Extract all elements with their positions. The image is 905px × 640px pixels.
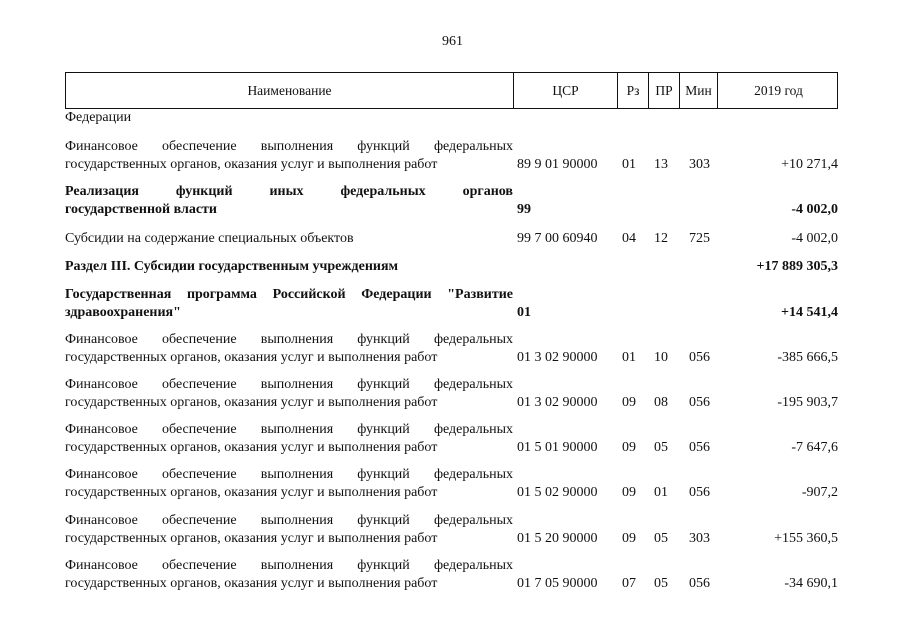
row-amount: -195 903,7 bbox=[777, 395, 838, 410]
row-amount: -4 002,0 bbox=[791, 202, 838, 217]
row-name bbox=[65, 376, 513, 412]
row-name-line2: государственных органов, оказания услуг и выполнения работ bbox=[65, 157, 438, 172]
row-name-line1: Финансовое обеспечение выполнения функций федеральных bbox=[65, 422, 513, 437]
header-year: 2019 год bbox=[754, 82, 803, 98]
row-name-line2: государственных органов, оказания услуг и выполнения работ bbox=[65, 531, 438, 546]
row-name-line2: государственных органов, оказания услуг и выполнения работ bbox=[65, 350, 438, 365]
row-pr: 12 bbox=[654, 231, 668, 246]
row-rz: 04 bbox=[622, 231, 636, 246]
continuation-text: Федерации bbox=[65, 110, 132, 125]
row-csr: 01 5 02 90000 bbox=[517, 485, 598, 500]
row-name bbox=[65, 466, 513, 502]
header-pr: ПР bbox=[649, 73, 680, 108]
row-name-line2: государственных органов, оказания услуг и выполнения работ bbox=[65, 576, 438, 591]
header-rz: Рз bbox=[618, 73, 649, 108]
row-amount: +155 360,5 bbox=[774, 531, 838, 546]
row-amount: +17 889 305,3 bbox=[756, 259, 838, 274]
row-name-line1: Государственная программа Российской Федерации "Развитие bbox=[65, 287, 513, 302]
row-min: 056 bbox=[689, 485, 710, 500]
row-rz: 09 bbox=[622, 485, 636, 500]
row-csr: 01 bbox=[517, 305, 531, 320]
row-name-line1: Финансовое обеспечение выполнения функций федеральных bbox=[65, 332, 513, 347]
row-csr: 01 7 05 90000 bbox=[517, 576, 598, 591]
row-name-line1: Субсидии на содержание специальных объектов bbox=[65, 231, 354, 246]
row-name-line1: Финансовое обеспечение выполнения функций федеральных bbox=[65, 139, 513, 154]
table-header bbox=[65, 72, 838, 109]
row-rz: 01 bbox=[622, 157, 636, 172]
row-name-line1: Финансовое обеспечение выполнения функций федеральных bbox=[65, 513, 513, 528]
row-amount: -4 002,0 bbox=[791, 231, 838, 246]
row-rz: 09 bbox=[622, 531, 636, 546]
row-csr: 99 bbox=[517, 202, 531, 217]
row-name bbox=[65, 138, 513, 174]
row-name-line1: Финансовое обеспечение выполнения функций федеральных bbox=[65, 377, 513, 392]
row-name-line2: государственных органов, оказания услуг и выполнения работ bbox=[65, 485, 438, 500]
row-min: 056 bbox=[689, 350, 710, 365]
row-min: 725 bbox=[689, 231, 710, 246]
row-name-line2: государственных органов, оказания услуг и выполнения работ bbox=[65, 440, 438, 455]
row-name-line2: здравоохранения" bbox=[65, 305, 181, 320]
row-rz: 01 bbox=[622, 350, 636, 365]
row-min: 056 bbox=[689, 576, 710, 591]
row-pr: 01 bbox=[654, 485, 668, 500]
row-name-line1: Финансовое обеспечение выполнения функций федеральных bbox=[65, 467, 513, 482]
row-name bbox=[65, 230, 513, 248]
row-min: 056 bbox=[689, 395, 710, 410]
row-name bbox=[65, 331, 513, 367]
row-name bbox=[65, 286, 513, 322]
row-pr: 10 bbox=[654, 350, 668, 365]
row-name bbox=[65, 557, 513, 593]
row-csr: 89 9 01 90000 bbox=[517, 157, 598, 172]
row-name-line1: Финансовое обеспечение выполнения функций федеральных bbox=[65, 558, 513, 573]
row-csr: 01 3 02 90000 bbox=[517, 395, 598, 410]
row-csr: 01 5 01 90000 bbox=[517, 440, 598, 455]
row-rz: 09 bbox=[622, 440, 636, 455]
row-pr: 05 bbox=[654, 576, 668, 591]
row-amount: -385 666,5 bbox=[777, 350, 838, 365]
row-amount: +14 541,4 bbox=[781, 305, 838, 320]
row-rz: 07 bbox=[622, 576, 636, 591]
row-rz: 09 bbox=[622, 395, 636, 410]
row-name-line1: Реализация функций иных федеральных органов bbox=[65, 184, 513, 199]
row-csr: 99 7 00 60940 bbox=[517, 231, 598, 246]
row-min: 056 bbox=[689, 440, 710, 455]
row-min: 303 bbox=[689, 531, 710, 546]
row-pr: 05 bbox=[654, 440, 668, 455]
row-amount: -34 690,1 bbox=[784, 576, 838, 591]
row-min: 303 bbox=[689, 157, 710, 172]
row-name bbox=[65, 512, 513, 548]
header-min: Мин bbox=[680, 73, 718, 108]
row-name bbox=[65, 183, 513, 219]
page-number: 961 bbox=[442, 34, 463, 49]
row-csr: 01 5 20 90000 bbox=[517, 531, 598, 546]
row-name bbox=[65, 258, 585, 276]
row-amount: -907,2 bbox=[801, 485, 838, 500]
row-amount: +10 271,4 bbox=[781, 157, 838, 172]
row-csr: 01 3 02 90000 bbox=[517, 350, 598, 365]
row-pr: 13 bbox=[654, 157, 668, 172]
row-amount: -7 647,6 bbox=[791, 440, 838, 455]
row-name bbox=[65, 421, 513, 457]
row-name-line2: государственной власти bbox=[65, 202, 217, 217]
header-csr: ЦСР bbox=[514, 73, 618, 108]
row-name-line2: государственных органов, оказания услуг и выполнения работ bbox=[65, 395, 438, 410]
row-pr: 08 bbox=[654, 395, 668, 410]
row-pr: 05 bbox=[654, 531, 668, 546]
header-name: Наименование bbox=[66, 73, 514, 108]
row-name-line1: Раздел III. Субсидии государственным учреждениям bbox=[65, 259, 399, 274]
